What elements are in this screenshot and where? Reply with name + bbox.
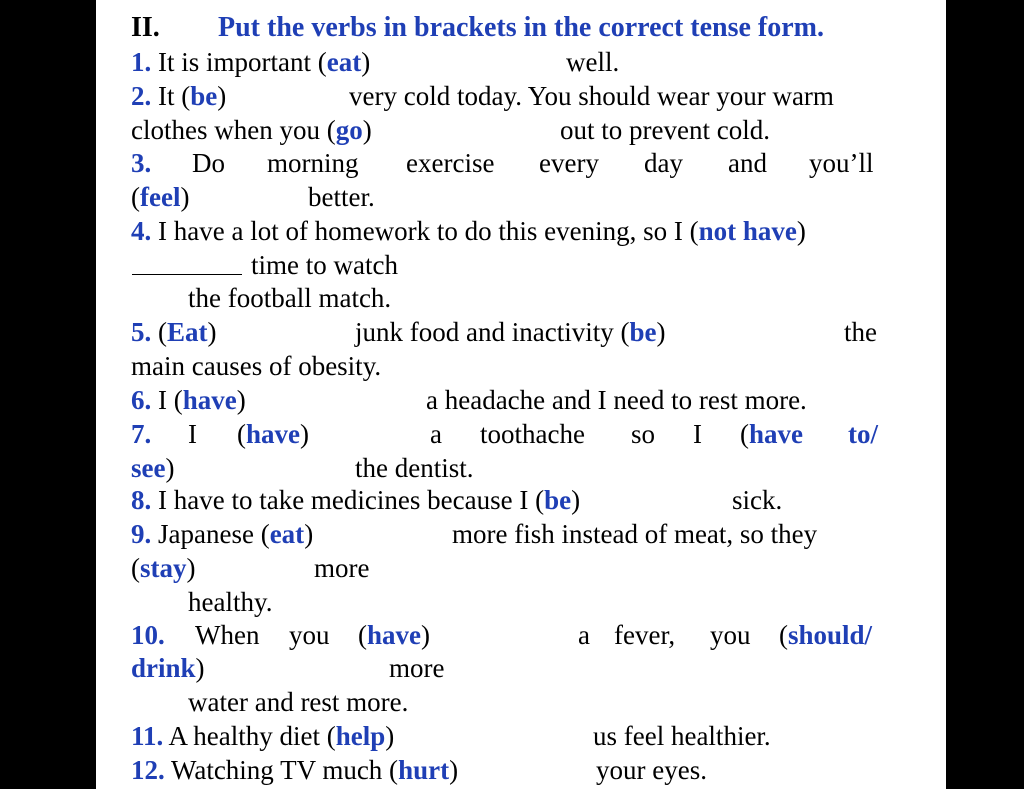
verb-hint: feel [140,182,181,212]
item-text: ( [131,182,140,212]
exercise-line [131,552,196,584]
exercise-line [131,384,246,416]
item-text: ) [656,317,666,347]
item-text: you [289,620,330,650]
item-number [131,147,151,179]
item-text: time to watch [251,250,398,280]
exercise-line [131,652,205,684]
section-title: Put the verbs in brackets in the correct tense form. [218,12,825,43]
item-text: healthy. [188,587,273,617]
verb-hint: to/ [848,419,878,449]
verb-hint: be [190,81,218,111]
item-text: ( [237,419,246,449]
exercise-line [740,418,803,450]
item-text: out to prevent cold. [560,115,770,145]
item-text: so [631,419,656,449]
item-number: 3. [131,148,152,178]
item-text: ) [421,620,430,650]
item-number: 12. [131,755,165,785]
item-text: exercise [406,148,495,178]
verb-hint: Eat [167,317,208,347]
verb-hint: hurt [398,755,450,785]
verb-hint: have [246,419,300,449]
item-text: more fish instead of meat, so they [452,519,818,549]
item-text: and [728,148,767,178]
item-text: fever, [614,620,676,650]
item-text: ( [158,317,167,347]
exercise-line [131,720,394,752]
item-text: well. [566,47,620,77]
item-number [131,619,165,651]
item-number: 6. [131,385,152,415]
item-text: day [644,148,683,178]
exercise-line [131,46,370,78]
item-text: the football match. [188,283,392,313]
item-number: 11. [131,721,164,751]
verb-hint: go [335,115,363,145]
verb-hint: have [367,620,421,650]
item-text: every [539,148,599,178]
exercise-line [358,619,430,651]
section-number: II. [131,12,160,43]
item-text: I [188,419,197,449]
item-number: 9. [131,519,152,549]
verb-hint: eat [326,47,362,77]
item-text: clothes when you ( [131,115,336,145]
item-number: 7. [131,419,152,449]
exercise-line [131,754,458,786]
exercise-line [131,484,580,516]
item-text: toothache [480,419,585,449]
item-number: 4. [131,216,152,246]
item-text: It is important ( [158,47,327,77]
item-text: ) [236,385,246,415]
exercise-line [355,316,665,348]
verb-hint: be [629,317,657,347]
item-text: your eyes. [596,755,707,785]
item-text: sick. [732,485,783,515]
item-text: a [430,419,442,449]
exercise-line [131,181,189,213]
item-text: ( [740,419,749,449]
item-text: main causes of obesity. [131,351,382,381]
item-text: a headache and I need to rest more. [426,385,807,415]
item-text: ) [304,519,314,549]
exercise-line [131,452,174,484]
item-text: ) [449,755,459,785]
verb-hint: stay [140,553,187,583]
exercise-line [131,80,226,112]
item-text: you’ll [809,148,874,178]
item-text: ) [361,47,371,77]
item-text: junk food and inactivity ( [355,317,630,347]
answer-blank[interactable] [132,274,242,275]
item-text: more [389,653,445,683]
item-text: ( [779,620,788,650]
item-text: ) [217,81,227,111]
item-text: you [710,620,751,650]
exercise-line [779,619,872,651]
item-text: ( [131,553,140,583]
verb-hint: have [749,419,803,449]
item-text: ) [180,182,190,212]
item-text: ) [300,419,309,449]
item-text: ) [362,115,372,145]
item-text: us feel healthier. [593,721,771,751]
item-text: more [314,553,370,583]
item-text: ) [385,721,395,751]
verb-hint: be [544,485,572,515]
item-text: the [844,317,877,347]
item-text: ) [571,485,581,515]
item-text: Japanese ( [158,519,270,549]
exercise-line [237,418,309,450]
verb-hint: not have [698,216,797,246]
exercise-line [131,215,806,247]
item-text: water and rest more. [188,687,409,717]
item-text: a [578,620,590,650]
item-text: ) [796,216,806,246]
verb-hint: help [335,721,386,751]
item-text: ) [165,453,175,483]
item-text: the dentist. [355,453,474,483]
item-number [131,418,151,450]
item-text: Watching TV much ( [171,755,399,785]
item-text: ) [207,317,217,347]
item-text: I have to take medicines because I ( [158,485,545,515]
verb-hint: have [182,385,237,415]
verb-hint: drink [131,653,196,683]
item-text: It ( [158,81,191,111]
exercise-line [131,316,217,348]
item-text: I ( [158,385,183,415]
item-text: very cold today. You should wear your warm [349,81,834,111]
item-text: I [693,419,702,449]
worksheet-page [96,0,946,789]
item-text: morning [267,148,359,178]
item-number: 8. [131,485,152,515]
item-text: Do [192,148,225,178]
item-text: better. [308,182,375,212]
exercise-line [131,518,313,550]
item-number: 5. [131,317,152,347]
item-number: 10. [131,620,165,650]
item-number: 2. [131,81,152,111]
item-text: ) [195,653,205,683]
verb-hint: see [131,453,166,483]
item-text: A healthy diet ( [168,721,336,751]
item-text: When [195,620,260,650]
item-text: I have a lot of homework to do this evening, so I ( [158,216,699,246]
item-text: ( [358,620,367,650]
exercise-line [131,114,372,146]
item-number: 1. [131,47,152,77]
item-text: ) [186,553,196,583]
verb-hint: eat [269,519,305,549]
verb-hint: should/ [788,620,873,650]
